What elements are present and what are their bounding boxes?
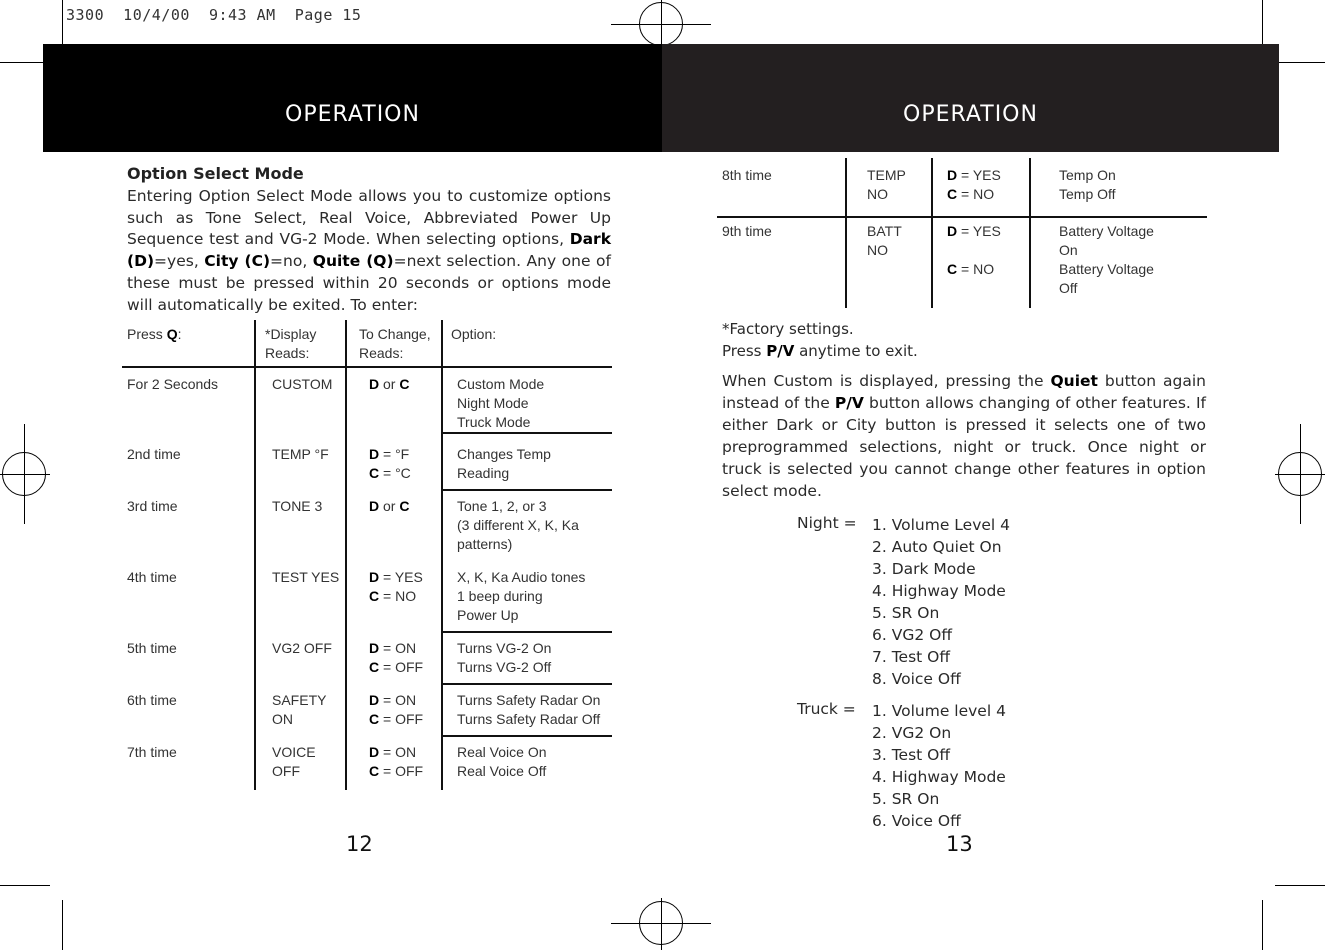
crop-mark xyxy=(62,0,63,44)
row-change xyxy=(369,743,423,781)
row-option xyxy=(457,743,547,781)
custom-paragraph: When Custom is displayed, pressing the Quiet button again instead of the P/V button allows changing of other features. If either Dark or City button is pressed it selects one of two preprogrammed selections, night or truck. Once night or truck is selected you cannot change other features in option select mode. xyxy=(722,372,1206,500)
list-item: 4. Highway Mode xyxy=(872,582,1006,600)
change-line xyxy=(947,185,1001,204)
change-line xyxy=(369,691,423,710)
change-line xyxy=(947,260,1001,279)
option-line: Turns Safety Radar Off xyxy=(457,711,601,727)
row-when: 4th time xyxy=(127,569,177,585)
change-text: = OFF xyxy=(379,763,424,779)
list-item: 1. Volume Level 4 xyxy=(872,516,1010,534)
row-when: 9th time xyxy=(722,223,772,239)
change-line xyxy=(369,464,411,483)
list-item: 8. Voice Off xyxy=(872,670,961,688)
factory-note: *Factory settings. xyxy=(722,320,854,338)
page-number-left: 12 xyxy=(346,832,373,856)
intro-paragraph: Entering Option Select Mode allows you to customize options such as Tone Select, Real Voice, Abbreviated Power Up Sequence test and VG-2 Mode. When selecting options, Dark (D)=yes, City (C)=no, Quite (Q)=next selection. Any one of these must be pressed within 20 seconds or options mode will automatically be exited. To enter: xyxy=(127,187,611,314)
key-label: D xyxy=(369,640,380,656)
change-line xyxy=(369,497,409,516)
option-line: Battery Voltage xyxy=(1059,261,1154,277)
column-rule xyxy=(931,158,933,308)
truck-label: Truck = xyxy=(797,700,856,718)
crop-mark xyxy=(1262,900,1263,950)
row-display xyxy=(272,743,316,781)
crop-mark xyxy=(62,900,63,950)
change-text: = ON xyxy=(379,744,417,760)
display-line: BATT xyxy=(867,223,902,239)
display-line: TEMP °F xyxy=(272,446,329,462)
row-option xyxy=(457,568,585,625)
list-item: 3. Test Off xyxy=(872,746,951,764)
key-label: C xyxy=(947,261,958,277)
table-rule xyxy=(441,432,612,434)
option-line: Night Mode xyxy=(457,395,529,411)
change-line xyxy=(369,658,423,677)
change-text: or xyxy=(379,376,400,392)
row-change xyxy=(947,166,1001,204)
option-line: Truck Mode xyxy=(457,414,531,430)
column-rule xyxy=(845,158,847,308)
row-display xyxy=(867,222,902,260)
change-line xyxy=(369,375,409,394)
key-label: C xyxy=(369,588,380,604)
right-page-title: OPERATION xyxy=(903,102,1038,127)
row-when: 5th time xyxy=(127,640,177,656)
list-item: 2. Auto Quiet On xyxy=(872,538,1002,556)
option-line: patterns) xyxy=(457,536,513,552)
key-label: D xyxy=(369,376,380,392)
list-item: 1. Volume level 4 xyxy=(872,702,1006,720)
table-rule xyxy=(122,366,612,368)
row-display xyxy=(272,445,329,464)
table-rule xyxy=(441,735,612,737)
option-line: On xyxy=(1059,242,1078,258)
header-option: Option: xyxy=(451,326,497,342)
display-line: CUSTOM xyxy=(272,376,333,392)
option-line: Temp On xyxy=(1059,167,1116,183)
row-display xyxy=(272,497,322,516)
list-item: 6. Voice Off xyxy=(872,812,961,830)
row-when: 2nd time xyxy=(127,446,181,462)
table-rule xyxy=(717,216,1207,218)
print-slug: 3300 10/4/00 9:43 AM Page 15 xyxy=(66,6,362,24)
row-change xyxy=(369,375,409,394)
crop-mark xyxy=(1275,885,1325,886)
change-line xyxy=(369,568,423,587)
option-line: Power Up xyxy=(457,607,519,623)
change-text: = YES xyxy=(957,167,1001,183)
change-text: = NO xyxy=(957,261,995,277)
right-header-band xyxy=(662,44,1279,152)
row-option xyxy=(457,639,551,677)
crop-mark xyxy=(1262,0,1263,44)
row-when: 6th time xyxy=(127,692,177,708)
key-label: D xyxy=(947,167,958,183)
key-label: C xyxy=(947,186,958,202)
night-list xyxy=(872,514,1010,690)
column-rule xyxy=(254,320,256,790)
row-when: For 2 Seconds xyxy=(127,376,219,392)
display-line: VOICE xyxy=(272,744,316,760)
change-text: = YES xyxy=(957,223,1001,239)
change-text: = ON xyxy=(379,640,417,656)
display-line: SAFETY xyxy=(272,692,327,708)
option-line: Custom Mode xyxy=(457,376,545,392)
display-line: VG2 OFF xyxy=(272,640,332,656)
change-line xyxy=(369,743,423,762)
change-line xyxy=(947,166,1001,185)
change-line xyxy=(947,222,1001,241)
table-rule xyxy=(441,683,612,685)
change-text: = °F xyxy=(379,446,410,462)
option-line: Turns Safety Radar On xyxy=(457,692,601,708)
column-rule xyxy=(1029,158,1031,308)
row-option xyxy=(457,691,600,729)
registration-mark xyxy=(1278,452,1322,496)
key-label: C xyxy=(369,711,380,727)
change-text: = OFF xyxy=(379,711,424,727)
column-rule xyxy=(345,320,347,790)
key-label: C xyxy=(399,498,410,514)
change-text: = °C xyxy=(379,465,411,481)
option-line: Battery Voltage xyxy=(1059,223,1154,239)
option-line: Turns VG-2 Off xyxy=(457,659,552,675)
option-line: Off xyxy=(1059,280,1078,296)
header-change: To Change, Reads: xyxy=(359,326,431,361)
option-line: (3 different X, K, Ka xyxy=(457,517,579,533)
option-line: Changes Temp xyxy=(457,446,551,462)
key-label: C xyxy=(369,763,380,779)
row-change xyxy=(369,568,423,606)
row-change xyxy=(369,445,411,483)
change-line xyxy=(369,445,411,464)
display-line: NO xyxy=(867,186,888,202)
key-label: C xyxy=(369,659,380,675)
night-label: Night = xyxy=(797,514,857,532)
row-display xyxy=(867,166,906,204)
display-line: TEMP xyxy=(867,167,906,183)
option-line: Real Voice On xyxy=(457,744,547,760)
row-option xyxy=(457,445,551,483)
table-rule xyxy=(441,489,612,491)
change-text: = ON xyxy=(379,692,417,708)
option-line: Reading xyxy=(457,465,510,481)
list-item: 3. Dark Mode xyxy=(872,560,976,578)
row-display xyxy=(272,639,332,658)
change-text: = NO xyxy=(957,186,995,202)
change-text: or xyxy=(379,498,400,514)
list-item: 5. SR On xyxy=(872,604,940,622)
key-label: D xyxy=(369,569,380,585)
row-when: 8th time xyxy=(722,167,772,183)
list-item: 6. VG2 Off xyxy=(872,626,952,644)
change-line xyxy=(369,639,423,658)
list-item: 5. SR On xyxy=(872,790,940,808)
option-line: Real Voice Off xyxy=(457,763,547,779)
truck-list xyxy=(872,700,1006,832)
key-label: D xyxy=(369,692,380,708)
page-number-right: 13 xyxy=(946,832,973,856)
key-label: D xyxy=(369,744,380,760)
change-text: = NO xyxy=(379,588,417,604)
row-display xyxy=(272,568,339,587)
change-line xyxy=(947,241,1001,260)
registration-mark xyxy=(2,452,46,496)
change-text: = OFF xyxy=(379,659,424,675)
row-display xyxy=(272,375,332,394)
crop-mark xyxy=(0,885,50,886)
option-line: Tone 1, 2, or 3 xyxy=(457,498,547,514)
header-press: Press Q: xyxy=(127,326,182,342)
list-item: 2. VG2 On xyxy=(872,724,952,742)
row-option xyxy=(457,497,579,554)
change-text: = YES xyxy=(379,569,423,585)
row-when: 7th time xyxy=(127,744,177,760)
crop-mark xyxy=(0,62,44,63)
column-rule xyxy=(441,320,443,790)
row-when: 3rd time xyxy=(127,498,178,514)
row-display xyxy=(272,691,326,729)
display-line: ON xyxy=(272,711,293,727)
list-item: 4. Highway Mode xyxy=(872,768,1006,786)
row-change xyxy=(369,691,423,729)
key-label: D xyxy=(369,446,380,462)
display-line: NO xyxy=(867,242,888,258)
change-line xyxy=(369,587,423,606)
display-line: TEST YES xyxy=(272,569,340,585)
left-page-title: OPERATION xyxy=(285,102,420,127)
crop-mark xyxy=(1279,62,1325,63)
section-heading: Option Select Mode xyxy=(127,164,304,183)
option-line: Temp Off xyxy=(1059,186,1116,202)
row-change xyxy=(947,222,1001,279)
exit-note: Press P/V anytime to exit. xyxy=(722,342,918,360)
option-line: X, K, Ka Audio tones xyxy=(457,569,586,585)
key-label: C xyxy=(369,465,380,481)
header-display: *Display Reads: xyxy=(265,326,317,361)
row-option xyxy=(1059,166,1116,204)
row-option xyxy=(457,375,544,432)
display-line: OFF xyxy=(272,763,300,779)
change-line xyxy=(369,710,423,729)
row-change xyxy=(369,639,423,677)
list-item: 7. Test Off xyxy=(872,648,951,666)
key-label: C xyxy=(399,376,410,392)
registration-mark xyxy=(639,901,683,945)
display-line: TONE 3 xyxy=(272,498,323,514)
key-label: D xyxy=(947,223,958,239)
change-line xyxy=(369,762,423,781)
table-rule xyxy=(441,631,612,633)
option-line: Turns VG-2 On xyxy=(457,640,552,656)
row-option xyxy=(1059,222,1154,298)
key-label: D xyxy=(369,498,380,514)
left-header-band xyxy=(43,44,662,152)
option-line: 1 beep during xyxy=(457,588,543,604)
registration-mark xyxy=(639,2,683,46)
row-change xyxy=(369,497,409,516)
